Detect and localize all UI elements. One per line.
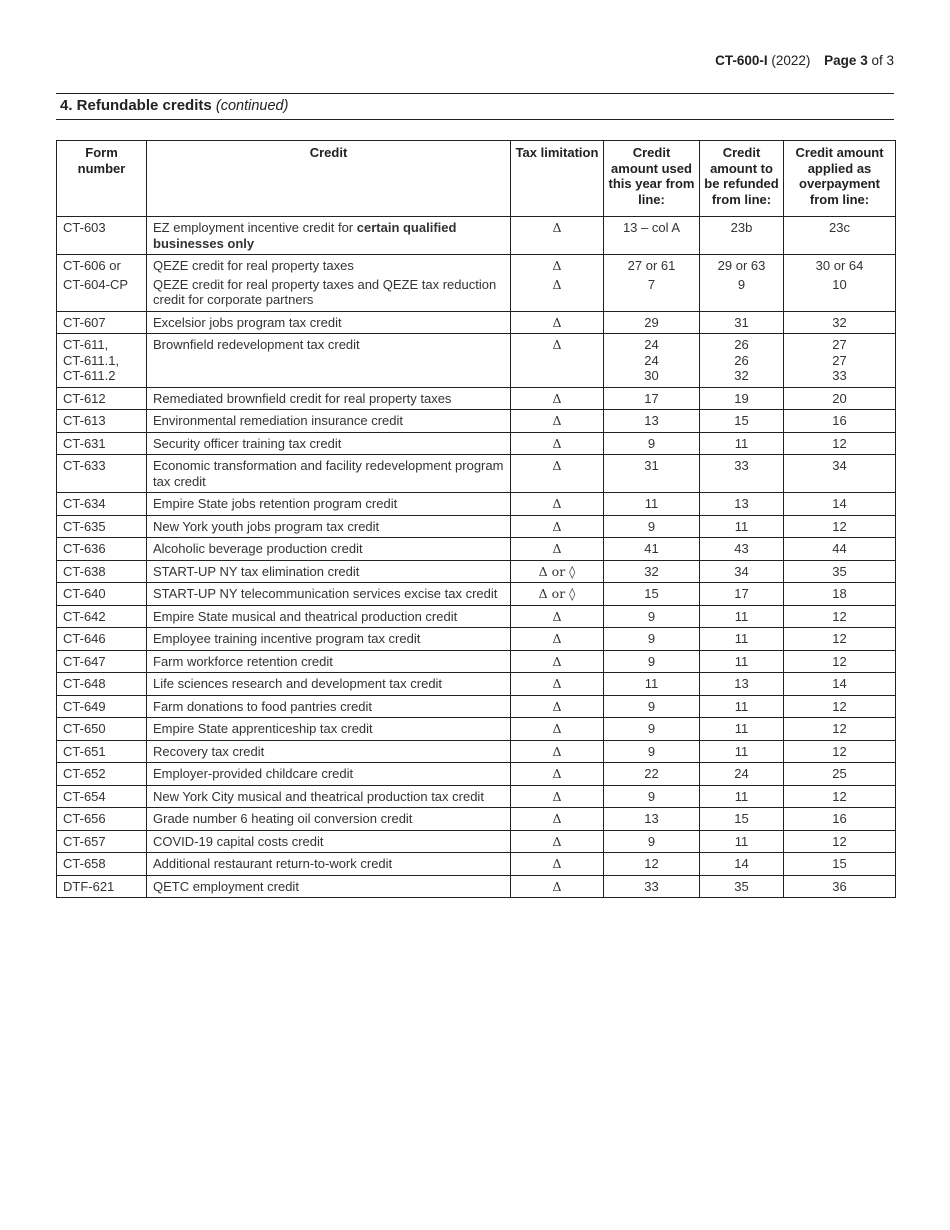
used-line-cell: 12 — [604, 853, 700, 876]
refundable-credits-table — [56, 140, 896, 898]
credit-name-cell: Employee training incentive program tax credit — [147, 628, 511, 651]
used-line-cell-line: 27 or 61 — [627, 258, 676, 273]
used-line-cell: 15 — [604, 583, 700, 606]
used-line-cell: 31 — [604, 455, 700, 493]
used-line-cell: 9 — [604, 785, 700, 808]
tax-limitation-cell: Δ — [511, 432, 604, 455]
form-number-cell: CT-658 — [57, 853, 147, 876]
tax-limitation-cell: Δ — [511, 605, 604, 628]
form-number-cell: CT-612 — [57, 387, 147, 410]
used-line-cell: 9 — [604, 695, 700, 718]
refund-line-cell: 11 — [700, 432, 784, 455]
refund-line-cell: 19 — [700, 387, 784, 410]
refund-line-cell: 24 — [700, 763, 784, 786]
form-number-cell — [57, 334, 147, 388]
form-number-cell: CT-656 — [57, 808, 147, 831]
refund-line-cell-line: 26 — [734, 352, 749, 368]
credit-name-cell: Environmental remediation insurance credit — [147, 410, 511, 433]
tax-limitation-cell: Δ — [511, 311, 604, 334]
credit-name-cell: Brownfield redevelopment tax credit — [147, 334, 511, 388]
used-line-cell: 9 — [604, 740, 700, 763]
table-row — [57, 853, 896, 876]
refund-line-cell-line: 9 — [737, 276, 746, 292]
table-body — [57, 217, 896, 898]
tax-limitation-cell: Δ — [511, 830, 604, 853]
form-number-cell: CT-634 — [57, 493, 147, 516]
used-line-cell: 13 — [604, 808, 700, 831]
used-line-cell: 9 — [604, 605, 700, 628]
table-row — [57, 650, 896, 673]
refund-line-cell: 11 — [700, 830, 784, 853]
form-id: CT-600-I — [715, 53, 768, 68]
used-line-cell: 11 — [604, 673, 700, 696]
refund-line-cell: 35 — [700, 875, 784, 898]
credit-name-cell: Alcoholic beverage production credit — [147, 538, 511, 561]
form-number-cell: CT-646 — [57, 628, 147, 651]
overpayment-line-cell: 35 — [784, 560, 896, 583]
used-line-cell: 17 — [604, 387, 700, 410]
refund-line-cell: 31 — [700, 311, 784, 334]
overpayment-line-cell: 12 — [784, 785, 896, 808]
form-number-cell: CT-635 — [57, 515, 147, 538]
used-line-cell: 32 — [604, 560, 700, 583]
overpayment-line-cell: 32 — [784, 311, 896, 334]
used-line-cell: 33 — [604, 875, 700, 898]
table-row — [57, 334, 896, 388]
table-row — [57, 605, 896, 628]
table-row — [57, 785, 896, 808]
form-number-cell: CT-651 — [57, 740, 147, 763]
table-row — [57, 538, 896, 561]
tax-limitation-cell: Δ — [511, 695, 604, 718]
form-number-cell — [57, 255, 147, 312]
overpayment-line-cell: 12 — [784, 628, 896, 651]
tax-limitation-cell: Δ or ◊ — [511, 583, 604, 606]
used-line-cell: 9 — [604, 718, 700, 741]
credit-name-cell: Excelsior jobs program tax credit — [147, 311, 511, 334]
used-line-cell: 9 — [604, 830, 700, 853]
form-number-cell: CT-642 — [57, 605, 147, 628]
credit-name-cell: QETC employment credit — [147, 875, 511, 898]
refund-line-cell-line: 26 — [734, 337, 749, 352]
refund-line-cell: 43 — [700, 538, 784, 561]
form-number-cell: CT-603 — [57, 217, 147, 255]
refund-line-cell: 23b — [700, 217, 784, 255]
credit-text-emphasis: certain qualified businesses only — [153, 220, 457, 251]
table-header-row — [57, 141, 896, 217]
refund-line-cell — [700, 334, 784, 388]
tax-limitation-cell: Δ — [511, 740, 604, 763]
overpayment-line-cell: 14 — [784, 493, 896, 516]
used-line-cell — [604, 255, 700, 312]
table-row — [57, 311, 896, 334]
table-row — [57, 387, 896, 410]
col-credit: Credit — [147, 141, 511, 217]
tax-limitation-cell: Δ — [511, 875, 604, 898]
used-line-cell: 22 — [604, 763, 700, 786]
credit-name-cell-line: QEZE credit for real property taxes and QEZE tax reduction credit for corporate partners — [153, 276, 497, 307]
overpayment-line-cell: 36 — [784, 875, 896, 898]
form-number-cell: CT-657 — [57, 830, 147, 853]
form-number-cell: CT-636 — [57, 538, 147, 561]
tax-limitation-cell: Δ — [511, 650, 604, 673]
used-line-cell: 13 – col A — [604, 217, 700, 255]
section-title-text: 4. Refundable credits — [60, 97, 212, 114]
refund-line-cell: 11 — [700, 695, 784, 718]
tax-limitation-cell-line: Δ — [552, 258, 562, 273]
table-row — [57, 432, 896, 455]
refund-line-cell: 13 — [700, 673, 784, 696]
table-row — [57, 515, 896, 538]
overpayment-line-cell-line: 33 — [832, 368, 847, 383]
credit-name-cell: Remediated brownfield credit for real property taxes — [147, 387, 511, 410]
overpayment-line-cell: 23c — [784, 217, 896, 255]
form-number-cell: CT-648 — [57, 673, 147, 696]
credit-name-cell: Additional restaurant return-to-work credit — [147, 853, 511, 876]
table-row — [57, 628, 896, 651]
overpayment-line-cell — [784, 334, 896, 388]
table-row — [57, 455, 896, 493]
table-row — [57, 808, 896, 831]
used-line-cell: 9 — [604, 432, 700, 455]
tax-limitation-cell: Δ — [511, 217, 604, 255]
used-line-cell-line: 7 — [647, 276, 656, 292]
section-title — [56, 93, 894, 120]
credit-text: EZ employment incentive credit for — [153, 220, 357, 235]
table-row — [57, 718, 896, 741]
overpayment-line-cell-line: 30 or 64 — [815, 258, 864, 273]
form-number-cell: CT-649 — [57, 695, 147, 718]
credit-name-cell: Economic transformation and facility redevelopment program tax credit — [147, 455, 511, 493]
tax-limitation-cell: Δ — [511, 673, 604, 696]
overpayment-line-cell: 12 — [784, 432, 896, 455]
overpayment-line-cell-line: 27 — [832, 352, 847, 368]
form-number-cell: CT-633 — [57, 455, 147, 493]
used-line-cell: 9 — [604, 628, 700, 651]
tax-limitation-cell-line: Δ — [552, 276, 562, 292]
col-form-number: Form number — [57, 141, 147, 217]
table-row — [57, 740, 896, 763]
section-continued: (continued) — [215, 98, 289, 114]
credit-name-cell — [147, 217, 511, 255]
overpayment-line-cell: 12 — [784, 605, 896, 628]
refund-line-cell: 11 — [700, 740, 784, 763]
tax-limitation-cell: Δ — [511, 455, 604, 493]
credit-name-cell — [147, 255, 511, 312]
used-line-cell: 29 — [604, 311, 700, 334]
used-line-cell: 11 — [604, 493, 700, 516]
page-of: of 3 — [871, 53, 894, 68]
form-number-cell-line: CT-604-CP — [63, 276, 129, 292]
credit-name-cell: START-UP NY tax elimination credit — [147, 560, 511, 583]
used-line-cell-line: 24 — [644, 352, 659, 368]
form-number-cell: CT-650 — [57, 718, 147, 741]
table-row — [57, 673, 896, 696]
used-line-cell: 9 — [604, 515, 700, 538]
page-label: Page 3 — [824, 53, 868, 68]
table-row — [57, 493, 896, 516]
refund-line-cell-line: 32 — [734, 368, 749, 383]
credit-name-cell: Grade number 6 heating oil conversion credit — [147, 808, 511, 831]
used-line-cell: 13 — [604, 410, 700, 433]
credit-name-cell: Farm workforce retention credit — [147, 650, 511, 673]
form-number-cell-line: CT-611.1, — [63, 352, 120, 368]
overpayment-line-cell: 18 — [784, 583, 896, 606]
overpayment-line-cell-line: 10 — [832, 276, 847, 292]
form-number-cell: CT-647 — [57, 650, 147, 673]
form-number-cell: CT-640 — [57, 583, 147, 606]
credit-name-cell: Empire State jobs retention program credit — [147, 493, 511, 516]
table-row — [57, 763, 896, 786]
refund-line-cell: 11 — [700, 628, 784, 651]
refund-line-cell: 15 — [700, 410, 784, 433]
refund-line-cell — [700, 255, 784, 312]
refund-line-cell: 11 — [700, 650, 784, 673]
table-row — [57, 217, 896, 255]
overpayment-line-cell: 34 — [784, 455, 896, 493]
table-row — [57, 875, 896, 898]
form-number-cell-line: CT-611.2 — [63, 368, 116, 383]
credit-name-cell: Empire State apprenticeship tax credit — [147, 718, 511, 741]
credit-name-cell: Security officer training tax credit — [147, 432, 511, 455]
used-line-cell-line: 24 — [644, 337, 659, 352]
tax-limitation-cell: Δ or ◊ — [511, 560, 604, 583]
overpayment-line-cell: 25 — [784, 763, 896, 786]
used-line-cell-line: 30 — [644, 368, 659, 383]
table-row — [57, 830, 896, 853]
overpayment-line-cell: 16 — [784, 808, 896, 831]
tax-limitation-cell: Δ — [511, 493, 604, 516]
overpayment-line-cell: 12 — [784, 650, 896, 673]
overpayment-line-cell: 15 — [784, 853, 896, 876]
form-number-cell: CT-607 — [57, 311, 147, 334]
refund-line-cell: 33 — [700, 455, 784, 493]
page-header — [715, 53, 894, 68]
overpayment-line-cell: 16 — [784, 410, 896, 433]
form-number-cell: CT-638 — [57, 560, 147, 583]
credit-name-cell: Farm donations to food pantries credit — [147, 695, 511, 718]
overpayment-line-cell: 12 — [784, 718, 896, 741]
credit-name-cell: New York youth jobs program tax credit — [147, 515, 511, 538]
form-year: (2022) — [771, 53, 811, 68]
form-number-cell-line: CT-606 or — [63, 258, 121, 273]
tax-limitation-cell: Δ — [511, 515, 604, 538]
tax-limitation-cell: Δ — [511, 410, 604, 433]
tax-limitation-cell: Δ — [511, 628, 604, 651]
overpayment-line-cell — [784, 255, 896, 312]
tax-limitation-cell: Δ — [511, 785, 604, 808]
table-row — [57, 255, 896, 312]
overpayment-line-cell: 12 — [784, 695, 896, 718]
credit-name-cell: START-UP NY telecommunication services excise tax credit — [147, 583, 511, 606]
col-applied-overpayment: Credit amount applied as overpayment from line: — [784, 141, 896, 217]
credit-name-cell: Recovery tax credit — [147, 740, 511, 763]
col-used-this-year: Credit amount used this year from line: — [604, 141, 700, 217]
tax-limitation-cell — [511, 255, 604, 312]
form-number-cell-line: CT-611, — [63, 337, 109, 352]
form-number-cell: CT-652 — [57, 763, 147, 786]
used-line-cell: 9 — [604, 650, 700, 673]
refund-line-cell: 11 — [700, 785, 784, 808]
overpayment-line-cell: 44 — [784, 538, 896, 561]
refund-line-cell: 11 — [700, 605, 784, 628]
overpayment-line-cell: 12 — [784, 515, 896, 538]
table-row — [57, 560, 896, 583]
form-number-cell: DTF-621 — [57, 875, 147, 898]
refund-line-cell: 11 — [700, 515, 784, 538]
refund-line-cell: 17 — [700, 583, 784, 606]
table-row — [57, 695, 896, 718]
used-line-cell: 41 — [604, 538, 700, 561]
col-to-be-refunded: Credit amount to be refunded from line: — [700, 141, 784, 217]
form-number-cell: CT-654 — [57, 785, 147, 808]
form-number-cell: CT-613 — [57, 410, 147, 433]
refund-line-cell-line: 29 or 63 — [717, 258, 766, 273]
table-row — [57, 410, 896, 433]
refund-line-cell: 34 — [700, 560, 784, 583]
overpayment-line-cell-line: 27 — [832, 337, 847, 352]
tax-limitation-cell: Δ — [511, 334, 604, 388]
overpayment-line-cell: 12 — [784, 830, 896, 853]
credit-name-cell: Empire State musical and theatrical production credit — [147, 605, 511, 628]
overpayment-line-cell: 20 — [784, 387, 896, 410]
credit-name-cell: Life sciences research and development tax credit — [147, 673, 511, 696]
used-line-cell — [604, 334, 700, 388]
col-tax-limitation: Tax limitation — [511, 141, 604, 217]
overpayment-line-cell: 14 — [784, 673, 896, 696]
tax-limitation-cell: Δ — [511, 853, 604, 876]
credit-name-cell: Employer-provided childcare credit — [147, 763, 511, 786]
refund-line-cell: 14 — [700, 853, 784, 876]
form-number-cell: CT-631 — [57, 432, 147, 455]
credit-name-cell-line: QEZE credit for real property taxes — [153, 258, 354, 273]
tax-limitation-cell: Δ — [511, 538, 604, 561]
tax-limitation-cell: Δ — [511, 387, 604, 410]
tax-limitation-cell: Δ — [511, 718, 604, 741]
refund-line-cell: 11 — [700, 718, 784, 741]
tax-limitation-cell: Δ — [511, 763, 604, 786]
overpayment-line-cell: 12 — [784, 740, 896, 763]
refund-line-cell: 13 — [700, 493, 784, 516]
tax-limitation-cell: Δ — [511, 808, 604, 831]
refund-line-cell: 15 — [700, 808, 784, 831]
table-row — [57, 583, 896, 606]
credit-name-cell: New York City musical and theatrical production tax credit — [147, 785, 511, 808]
credit-name-cell: COVID-19 capital costs credit — [147, 830, 511, 853]
